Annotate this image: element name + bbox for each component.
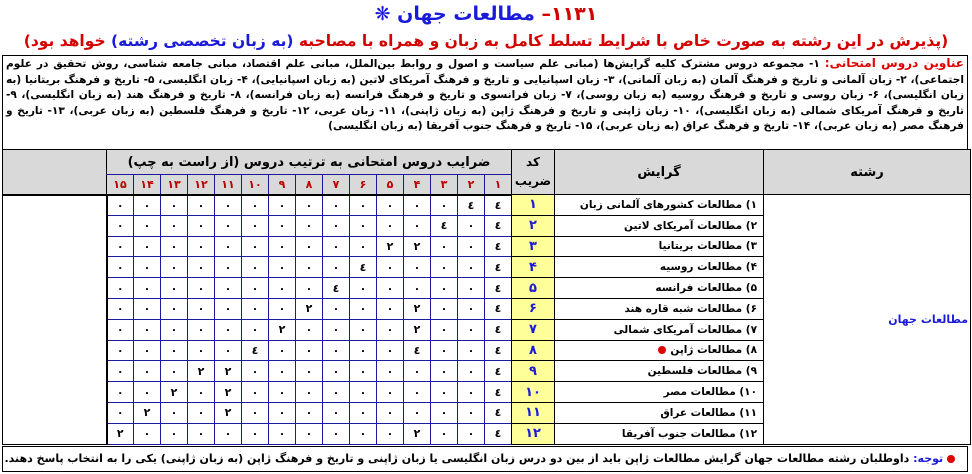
coefficient-cell: ۰ [431, 340, 458, 361]
coefficient-cell: ۰ [215, 423, 242, 444]
branch-name [555, 278, 764, 299]
coefficient-code: ۱۲ [512, 423, 555, 444]
coefficient-code: ۹ [512, 361, 555, 382]
coefficient-cell: ۰ [404, 278, 431, 299]
admission-condition-tail: خواهد بود) [23, 32, 112, 50]
coefficient-cell: ٤ [485, 257, 512, 278]
coefficient-code: ۱۰ [512, 382, 555, 403]
coefficient-cell: ۰ [350, 236, 377, 257]
coefficient-cell: ۰ [350, 278, 377, 299]
coefficient-cell: ۰ [296, 319, 323, 340]
coefficient-cell: ٤ [485, 215, 512, 236]
coefficient-number: ۱۲ [188, 175, 215, 195]
coefficient-number: ۱۵ [107, 175, 134, 195]
coefficient-cell: ۰ [161, 361, 188, 382]
blank-cell [3, 319, 107, 340]
coefficient-cell: ۰ [215, 236, 242, 257]
coefficient-cell: ٤ [485, 382, 512, 403]
branch-name [555, 319, 764, 340]
note [2, 446, 968, 472]
coefficient-cell: ۰ [350, 402, 377, 423]
coefficient-cell: ۰ [350, 195, 377, 216]
coefficient-cell: ۰ [377, 340, 404, 361]
coefficient-cell: ۰ [107, 195, 134, 216]
coefficient-code: ۲ [512, 215, 555, 236]
coefficient-number: ۲ [458, 175, 485, 195]
coefficient-cell: ۰ [161, 423, 188, 444]
coefficient-cell: ۰ [107, 382, 134, 403]
coefficient-cell: ۰ [107, 278, 134, 299]
coefficient-cell: ۰ [296, 215, 323, 236]
coefficient-cell: ۰ [350, 215, 377, 236]
coefficient-cell: ۲ [404, 236, 431, 257]
coefficient-cell: ٤ [485, 278, 512, 299]
coefficient-cell: ٤ [458, 195, 485, 216]
branch-label: ۹) مطالعات فلسطین [647, 365, 757, 378]
branch-name [555, 195, 764, 216]
coefficient-cell: ۰ [431, 382, 458, 403]
coefficient-cell: ۰ [404, 402, 431, 423]
coefficient-cell: ۲ [404, 319, 431, 340]
coefficient-cell: ۰ [134, 423, 161, 444]
coefficient-cell: ۰ [323, 382, 350, 403]
coefficient-number: ۸ [296, 175, 323, 195]
coefficient-cell: ۲ [215, 361, 242, 382]
coefficient-cell: ۰ [431, 195, 458, 216]
branch-label: ۱۱) مطالعات عراق [660, 406, 757, 419]
coefficient-cell: ٤ [485, 423, 512, 444]
table-row [3, 195, 971, 216]
coefficient-cell: ۰ [161, 340, 188, 361]
coefficient-cell: ۰ [458, 319, 485, 340]
coefficient-cell: ۰ [242, 402, 269, 423]
coefficient-cell: ۰ [134, 278, 161, 299]
branch-name [555, 236, 764, 257]
coefficient-cell: ۰ [242, 319, 269, 340]
coefficient-number: ۳ [431, 175, 458, 195]
exam-topics [2, 55, 968, 149]
coefficient-cell: ۲ [269, 319, 296, 340]
coefficient-cell: ۰ [161, 278, 188, 299]
coefficient-cell: ۰ [134, 319, 161, 340]
coefficient-cell: ۰ [134, 340, 161, 361]
coefficient-code: ۳ [512, 236, 555, 257]
coefficient-cell: ۰ [134, 257, 161, 278]
coefficient-cell: ۰ [296, 236, 323, 257]
coefficient-cell: ۰ [458, 423, 485, 444]
coefficient-number: ۴ [404, 175, 431, 195]
coefficient-cell: ۰ [296, 361, 323, 382]
coefficient-cell: ۰ [269, 423, 296, 444]
coefficient-cell: ۰ [296, 340, 323, 361]
coefficient-cell: ۰ [269, 298, 296, 319]
marker-dot-icon [658, 346, 666, 354]
exam-topics-text: ۱- مجموعه دروس مشترک کلیه گرایش‌ها (مبانی علم سیاست و اصول و روابط بین‌الملل، مبانی علم اقتصاد، مبانی جامعه شناسی، روش تحقیق در علوم اجتماعی)، ۲- زبان آلمانی و تاریخ و فرهنگ آلمان (به زبان آلمانی)، ۳- زبان اسپانیایی و تاریخ و فرهنگ آمریکای لاتین (به زبان اسپانیایی)، ۴- زبان انگلیسی، ۵- تاریخ و فرهنگ بریتانیا (به زبان انگلیسی)، ۶- زبان روسی و تاریخ و فرهنگ روسیه (به زبان روسی)، ۷- زبان فرانسوی و تاریخ و فرهنگ فرانسه (به زبان فرانسه)، ۸- تاریخ و فرهنگ هند (به زبان انگلیسی)، ۹- تاریخ و فرهنگ آمریکای شمالی (به زبان انگلیسی)، ۱۰- زبان ژاپنی و تاریخ و فرهنگ ژاپن (به زبان ژاپنی)، ۱۱- زبان عربی، ۱۲- تاریخ و فرهنگ فلسطین (به زبان عربی)، ۱۳- تاریخ و فرهنگ مصر (به زبان عربی)، ۱۴- تاریخ و فرهنگ عراق (به زبان عربی)، ۱۵- تاریخ و فرهنگ جنوب آفریقا (به زبان انگلیسی) [6, 58, 965, 133]
blank-cell [3, 195, 107, 216]
coefficient-cell: ۰ [107, 298, 134, 319]
coefficient-cell: ۰ [323, 423, 350, 444]
blank-cell [3, 382, 107, 403]
coefficient-cell: ۰ [323, 402, 350, 423]
coefficient-cell: ۰ [350, 319, 377, 340]
coefficient-cell: ۰ [188, 402, 215, 423]
coefficient-cell: ۰ [323, 298, 350, 319]
coefficient-cell: ۰ [458, 215, 485, 236]
coefficient-cell: ۰ [107, 257, 134, 278]
coefficient-cell: ۰ [107, 361, 134, 382]
coefficient-number: ۱۴ [134, 175, 161, 195]
branch-label: ۲) مطالعات آمریکای لاتین [624, 219, 757, 232]
coefficient-number: ۱۱ [215, 175, 242, 195]
branch-name [555, 423, 764, 444]
coefficient-cell: ۰ [431, 236, 458, 257]
bullet-icon [947, 455, 955, 463]
coefficient-cell: ۰ [269, 278, 296, 299]
coefficient-cell: ۲ [404, 298, 431, 319]
branch-name [555, 402, 764, 423]
coefficient-cell: ۰ [161, 298, 188, 319]
coefficient-cell: ٤ [323, 278, 350, 299]
branch-label: ۱۲) مطالعات جنوب آفریقا [621, 427, 757, 440]
coefficient-cell: ۰ [242, 257, 269, 278]
coefficient-cell: ۲ [404, 423, 431, 444]
coefficient-cell: ۰ [296, 257, 323, 278]
admission-condition-language: (به زبان تخصصی رشته) [111, 32, 294, 50]
coefficient-cell: ۰ [242, 382, 269, 403]
coefficient-cell: ۰ [269, 195, 296, 216]
branch-name [555, 298, 764, 319]
note-label: توجه: [913, 452, 944, 465]
coefficient-cell: ۰ [296, 278, 323, 299]
coefficient-number: ۶ [350, 175, 377, 195]
coefficient-cell: ۰ [134, 195, 161, 216]
coefficient-cell: ۰ [215, 319, 242, 340]
coefficient-cell: ۲ [161, 382, 188, 403]
major-name: مطالعات جهان [764, 195, 971, 445]
coefficient-cell: ۰ [431, 319, 458, 340]
coefficient-cell: ۰ [431, 257, 458, 278]
coefficient-code: ۵ [512, 278, 555, 299]
coefficient-cell: ۰ [377, 361, 404, 382]
coefficient-cell: ۰ [107, 236, 134, 257]
coefficient-cell: ۲ [215, 402, 242, 423]
coefficient-cell: ۰ [377, 319, 404, 340]
coefficient-cell: ۰ [134, 382, 161, 403]
coefficient-cell: ۲ [215, 382, 242, 403]
coefficient-cell: ۰ [269, 361, 296, 382]
coefficient-cell: ۲ [134, 402, 161, 423]
coefficient-cell: ۰ [161, 319, 188, 340]
coefficient-cell: ٤ [242, 340, 269, 361]
branch-name [555, 361, 764, 382]
header-major: رشته [764, 150, 971, 195]
blank-cell [3, 236, 107, 257]
coefficient-cell: ۰ [377, 423, 404, 444]
header-blank [3, 150, 107, 195]
note-text: داوطلبان رشته مطالعات جهان گرایش مطالعات ژاپن باید از بین دو درس زبان انگلیسی یا زبان ژاپنی و تاریخ و فرهنگ ژاپن (به زبان ژاپنی) یکی را به انتخاب پاسخ دهند. [4, 452, 914, 465]
coefficient-cell: ۰ [323, 340, 350, 361]
coefficient-cell: ۰ [188, 195, 215, 216]
coefficient-cell: ٤ [485, 402, 512, 423]
coefficient-cell: ۰ [350, 382, 377, 403]
branch-label: ۱۰) مطالعات مصر [663, 386, 757, 399]
branch-name [555, 257, 764, 278]
coefficient-code: ۱ [512, 195, 555, 216]
coefficient-cell: ۰ [107, 340, 134, 361]
coefficient-cell: ۰ [323, 257, 350, 278]
branch-label: ۳) مطالعات بریتانیا [658, 240, 757, 253]
coefficient-cell: ۰ [107, 319, 134, 340]
major-code: ۱۱۳۱– [541, 3, 598, 25]
coefficient-code: ۴ [512, 257, 555, 278]
coefficient-cell: ۰ [242, 298, 269, 319]
coefficient-cell: ۰ [323, 195, 350, 216]
coefficient-cell: ۲ [107, 423, 134, 444]
coefficient-cell: ٤ [485, 361, 512, 382]
branch-label: ۸) مطالعات ژاپن [670, 344, 757, 357]
coefficient-cell: ۰ [269, 215, 296, 236]
coefficient-cell: ۰ [134, 236, 161, 257]
coefficient-number: ۵ [377, 175, 404, 195]
coefficient-cell: ۰ [431, 402, 458, 423]
coefficient-cell: ۰ [350, 298, 377, 319]
branch-label: ۵) مطالعات فرانسه [655, 282, 757, 295]
blank-cell [3, 361, 107, 382]
coefficient-cell: ۰ [377, 402, 404, 423]
coefficient-code: ۷ [512, 319, 555, 340]
coefficient-cell: ۰ [350, 340, 377, 361]
coefficient-cell: ۰ [458, 340, 485, 361]
exam-topics-label: عناوین دروس امتحانی: [824, 56, 964, 70]
coefficient-code: ۶ [512, 298, 555, 319]
coefficient-cell: ۰ [296, 382, 323, 403]
coefficient-cell: ۰ [431, 298, 458, 319]
coefficient-number: ۱۰ [242, 175, 269, 195]
coefficient-cell: ۰ [188, 236, 215, 257]
coefficient-cell: ۰ [269, 257, 296, 278]
coefficient-cell: ۰ [350, 361, 377, 382]
admission-condition-main: (پذیرش در این رشته به صورت خاص با شرایط تسلط کامل به زبان و همراه با مصاحبه [293, 32, 949, 50]
coefficient-cell: ٤ [485, 319, 512, 340]
coefficient-cell: ۰ [215, 298, 242, 319]
coefficient-cell: ۰ [377, 278, 404, 299]
coefficient-cell: ۰ [377, 257, 404, 278]
coefficient-cell: ٤ [485, 195, 512, 216]
coefficient-cell: ۰ [269, 236, 296, 257]
coefficient-cell: ۰ [458, 278, 485, 299]
coefficient-cell: ٤ [485, 236, 512, 257]
coefficient-cell: ۰ [161, 236, 188, 257]
blank-cell [3, 423, 107, 444]
coefficient-cell: ۰ [431, 361, 458, 382]
coefficient-cell: ۰ [269, 382, 296, 403]
coefficient-cell: ۰ [269, 340, 296, 361]
coefficient-cell: ۰ [161, 257, 188, 278]
blank-cell [3, 257, 107, 278]
coefficient-cell: ۰ [188, 319, 215, 340]
coefficient-cell: ٤ [404, 340, 431, 361]
branch-label: ۴) مطالعات روسیه [659, 261, 757, 274]
coefficient-cell: ۰ [242, 195, 269, 216]
coefficient-cell: ۰ [323, 236, 350, 257]
header-coefficients: ضرایب دروس امتحانی به ترتیب دروس (از راست به چپ) [107, 150, 512, 175]
branch-name [555, 382, 764, 403]
branch-name [555, 215, 764, 236]
coefficient-cell: ۰ [323, 215, 350, 236]
coefficient-number: ۹ [269, 175, 296, 195]
coefficient-cell: ۲ [377, 236, 404, 257]
coefficient-cell: ۰ [377, 195, 404, 216]
coefficient-cell: ۰ [215, 215, 242, 236]
coefficient-cell: ۰ [107, 215, 134, 236]
coefficient-number: ۱۳ [161, 175, 188, 195]
coefficient-cell: ۰ [350, 423, 377, 444]
coefficient-cell: ۰ [377, 298, 404, 319]
coefficient-cell: ۰ [188, 423, 215, 444]
coefficient-cell: ۰ [431, 423, 458, 444]
coefficient-cell: ۰ [242, 236, 269, 257]
coefficient-cell: ۰ [188, 382, 215, 403]
coefficient-cell: ۰ [458, 382, 485, 403]
header-code: کد ضریب [512, 150, 555, 195]
coefficient-cell: ۰ [107, 402, 134, 423]
coefficient-cell: ۰ [404, 382, 431, 403]
coefficient-code: ۸ [512, 340, 555, 361]
coefficient-cell: ۰ [134, 298, 161, 319]
branch-label: ۶) مطالعات شبه قاره هند [624, 302, 757, 315]
branch-label: ۷) مطالعات آمریکای شمالی [613, 323, 757, 336]
coefficient-cell: ۰ [215, 257, 242, 278]
coefficient-cell: ۰ [215, 195, 242, 216]
coefficient-cell: ۰ [404, 195, 431, 216]
coefficient-cell: ۰ [458, 361, 485, 382]
coefficient-cell: ۰ [323, 319, 350, 340]
coefficient-cell: ۰ [431, 278, 458, 299]
blank-cell [3, 298, 107, 319]
coefficient-cell: ۰ [404, 257, 431, 278]
coefficient-cell: ۰ [215, 278, 242, 299]
coefficient-cell: ۰ [458, 257, 485, 278]
coefficient-cell: ۰ [404, 361, 431, 382]
coefficient-cell: ۰ [377, 382, 404, 403]
coefficient-cell: ۰ [161, 195, 188, 216]
coefficient-cell: ۰ [458, 236, 485, 257]
coefficient-cell: ۰ [296, 402, 323, 423]
coefficient-cell: ۰ [242, 215, 269, 236]
coefficient-cell: ۰ [377, 215, 404, 236]
major-title: مطالعات جهان ❋ [374, 3, 535, 25]
coefficient-cell: ۰ [458, 402, 485, 423]
page-title [0, 0, 972, 29]
admission-condition [0, 29, 972, 53]
branch-name [555, 340, 764, 361]
coefficient-cell: ۰ [188, 215, 215, 236]
coefficient-cell: ۰ [161, 215, 188, 236]
coefficient-cell: ۰ [242, 423, 269, 444]
coefficients-table [2, 149, 971, 445]
blank-cell [3, 215, 107, 236]
coefficient-cell: ۰ [188, 257, 215, 278]
coefficient-number: ۷ [323, 175, 350, 195]
coefficient-cell: ۲ [296, 298, 323, 319]
coefficient-cell: ۰ [188, 298, 215, 319]
coefficient-cell: ۰ [404, 215, 431, 236]
coefficient-cell: ٤ [485, 340, 512, 361]
coefficient-number: ۱ [485, 175, 512, 195]
coefficient-cell: ۰ [242, 278, 269, 299]
coefficient-cell: ۲ [188, 361, 215, 382]
coefficient-cell: ۰ [188, 340, 215, 361]
coefficient-cell: ٤ [350, 257, 377, 278]
blank-cell [3, 402, 107, 423]
coefficient-cell: ٤ [485, 298, 512, 319]
branch-label: ۱) مطالعات کشورهای آلمانی زبان [579, 198, 757, 211]
coefficient-cell: ۰ [269, 402, 296, 423]
coefficient-cell: ۰ [134, 361, 161, 382]
coefficient-cell: ۰ [242, 361, 269, 382]
coefficient-cell: ۰ [188, 278, 215, 299]
coefficient-cell: ۰ [215, 340, 242, 361]
header-branch: گرایش [555, 150, 764, 195]
coefficient-cell: ۰ [161, 402, 188, 423]
coefficient-cell: ۰ [296, 423, 323, 444]
coefficient-cell: ۰ [323, 361, 350, 382]
coefficient-cell: ۰ [134, 215, 161, 236]
blank-cell [3, 340, 107, 361]
coefficient-cell: ٤ [431, 215, 458, 236]
blank-cell [3, 278, 107, 299]
coefficient-cell: ۰ [458, 298, 485, 319]
coefficient-code: ۱۱ [512, 402, 555, 423]
coefficient-cell: ۰ [296, 195, 323, 216]
